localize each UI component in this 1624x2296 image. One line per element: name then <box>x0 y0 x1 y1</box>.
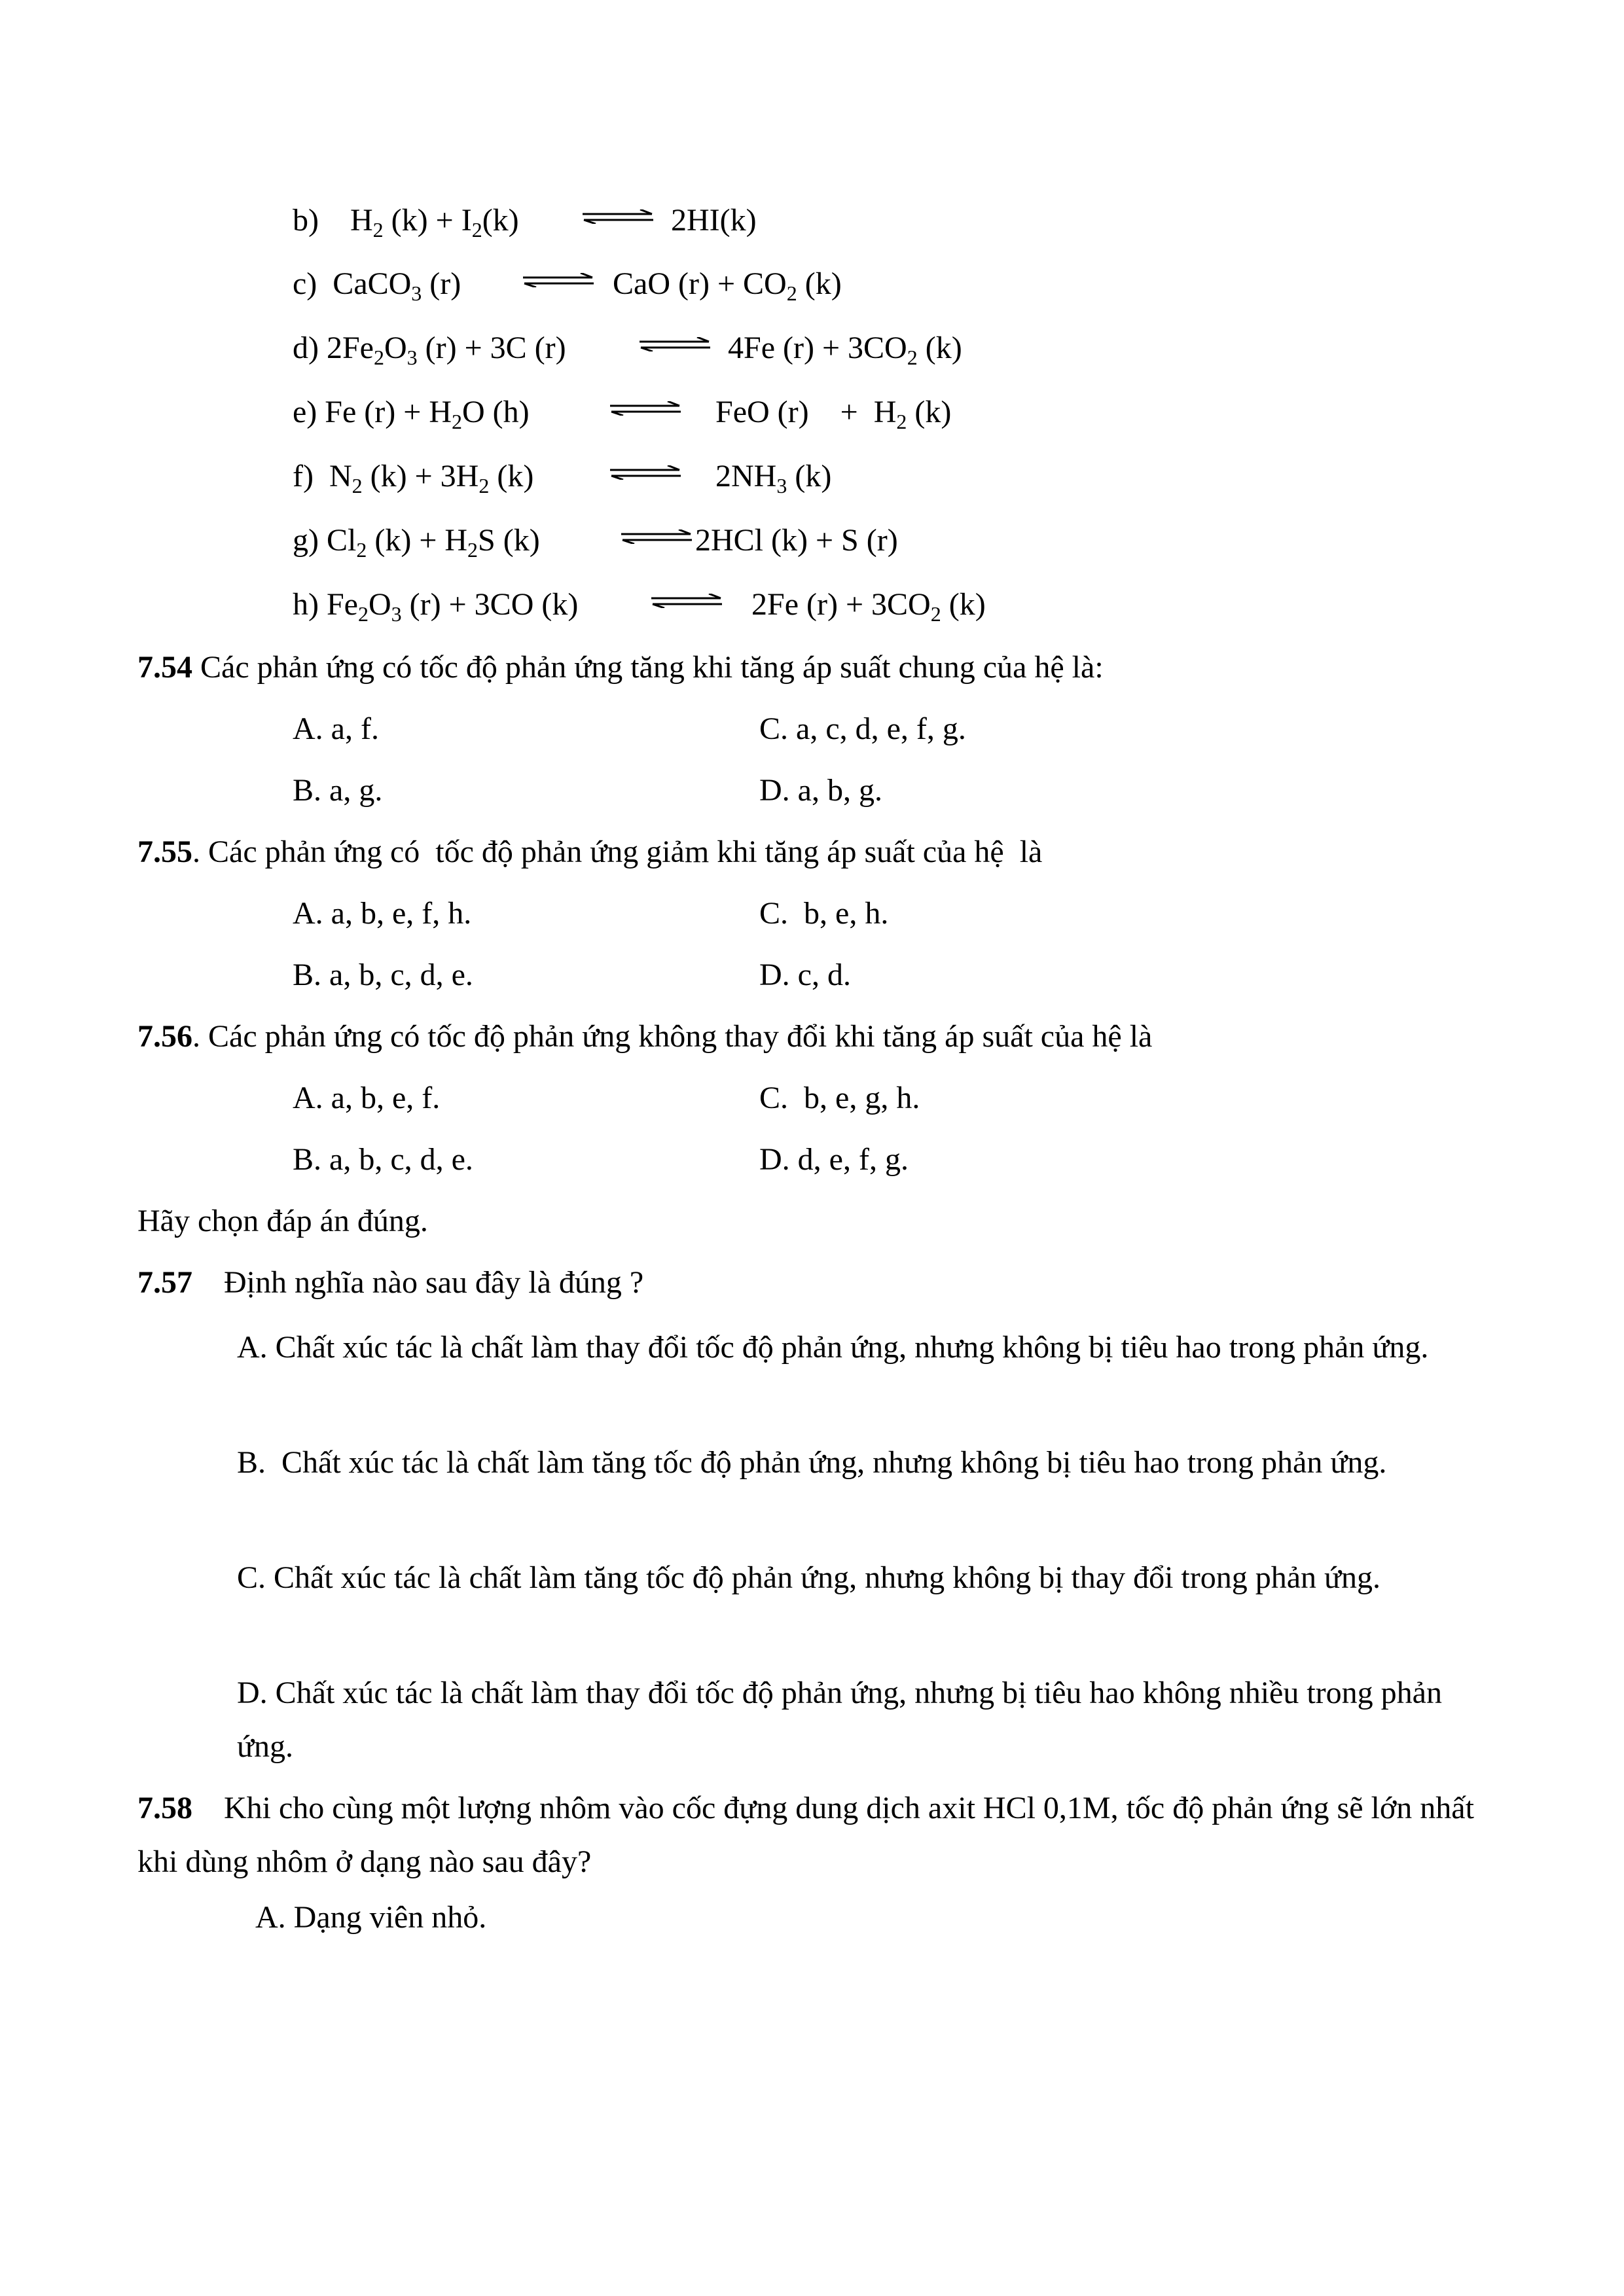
equilibrium-arrow-icon <box>581 209 655 224</box>
instruction-text: Hãy chọn đáp án đúng. <box>137 1204 428 1238</box>
reaction-h-products: 2Fe $(r) + 3CO_2$ (k) <box>751 587 986 626</box>
reaction-label: f) <box>293 459 314 493</box>
reaction-label: b) <box>293 203 319 238</box>
question-text: Khi cho cùng một lượng nhôm vào cốc đựng dung dịch axit HCl 0,1M, tốc độ phản ứng sẽ lớn nhất khi dùng nhôm ở dạng nào sau đây? <box>137 1791 1474 1879</box>
option-b: B. a, b, c, d, e. <box>293 1142 473 1177</box>
question-text: Các phản ứng có tốc độ phản ứng tăng khi tăng áp suất chung của hệ là: <box>192 650 1104 685</box>
question-number: 7.58 <box>137 1791 192 1825</box>
option-a: A. a, b, e, f, h. <box>293 896 472 931</box>
reaction-g-products: 2HCl (k) + S (r) <box>695 523 898 558</box>
reaction-b-products: 2HI(k) <box>671 203 757 238</box>
reaction-h: h) $Fe_2O_3$ (r) + 3CO (k) <box>293 587 579 626</box>
reaction-label: c) <box>293 266 317 301</box>
option-b: B. a, b, c, d, e. <box>293 958 473 992</box>
reaction-g: g) $Cl_2$ $(k) + H_2S$ (k) <box>293 523 540 562</box>
option-d: D. Chất xúc tác là chất làm thay đổi tốc độ phản ứng, nhưng bị tiêu hao không nhiều trong phản ứng. <box>237 1676 1442 1764</box>
equilibrium-arrow-icon <box>609 465 682 480</box>
option-a: A. Dạng viên nhỏ. <box>255 1900 487 1935</box>
reaction-label: d) <box>293 331 319 365</box>
question-7-58 <box>137 1782 1499 1889</box>
option-b: B. Chất xúc tác là chất làm tăng tốc độ phản ứng, nhưng không bị tiêu hao trong phản ứng. <box>237 1445 1387 1480</box>
reaction-b: b) $H_2$ $(k) + I_2(k)$ <box>293 203 519 242</box>
option-a: A. Chất xúc tác là chất làm thay đổi tốc độ phản ứng, nhưng không bị tiêu hao trong phản ứng. <box>237 1330 1429 1365</box>
option-c: C. a, c, d, e, f, g. <box>759 711 966 746</box>
option-d: D. a, b, g. <box>759 773 882 808</box>
reaction-f: f) $N_2$ $(k) + 3H_2$ (k) <box>293 459 534 497</box>
reaction-d: d) $2Fe_2O_3$ (r) + 3C (r) <box>293 331 566 369</box>
option-d: D. c, d. <box>759 958 851 992</box>
option-c: C. Chất xúc tác là chất làm tăng tốc độ phản ứng, nhưng không bị thay đổi trong phản ứng. <box>237 1560 1381 1595</box>
equilibrium-arrow-icon <box>620 529 693 544</box>
question-number: 7.54 <box>137 650 192 685</box>
reaction-label: e) <box>293 395 317 429</box>
option-a: A. a, b, e, f. <box>293 1081 441 1115</box>
reaction-d-products: 4Fe $(r) + 3CO_2$ (k) <box>728 331 962 369</box>
reaction-c-products: CaO $(r) + CO_2$ (k) <box>613 266 842 305</box>
reaction-label: h) <box>293 587 319 622</box>
option-d: D. d, e, f, g. <box>759 1142 909 1177</box>
equilibrium-arrow-icon <box>638 337 712 351</box>
option-a: A. a, f. <box>293 711 379 746</box>
reaction-label: g) <box>293 523 319 558</box>
question-text: . Các phản ứng có tốc độ phản ứng giảm khi tăng áp suất của hệ là <box>192 834 1043 869</box>
question-7-57 <box>137 1263 643 1302</box>
option-c: C. b, e, g, h. <box>759 1081 920 1115</box>
question-text: . Các phản ứng có tốc độ phản ứng không thay đổi khi tăng áp suất của hệ là <box>192 1019 1153 1054</box>
equilibrium-arrow-icon <box>609 401 682 416</box>
option-b: B. a, g. <box>293 773 383 808</box>
reaction-e: e) Fe $(r) + H_2O$ (h) <box>293 395 530 433</box>
question-7-54 <box>137 648 1104 687</box>
question-7-56 <box>137 1017 1152 1056</box>
equilibrium-arrow-icon <box>650 594 723 608</box>
equilibrium-arrow-icon <box>522 273 595 287</box>
question-number: 7.56 <box>137 1019 192 1054</box>
reaction-f-products: $2NH_3$ (k) <box>715 459 832 497</box>
reaction-c: c) CaCO$_3$ (r) <box>293 266 461 305</box>
question-number: 7.55 <box>137 834 192 869</box>
reaction-e-products: FeO (r) + $H_2$ (k) <box>715 395 952 433</box>
question-7-55 <box>137 833 1042 872</box>
option-c: C. b, e, h. <box>759 896 889 931</box>
question-text: Định nghĩa nào sau đây là đúng ? <box>224 1265 644 1300</box>
question-number: 7.57 <box>137 1265 192 1300</box>
